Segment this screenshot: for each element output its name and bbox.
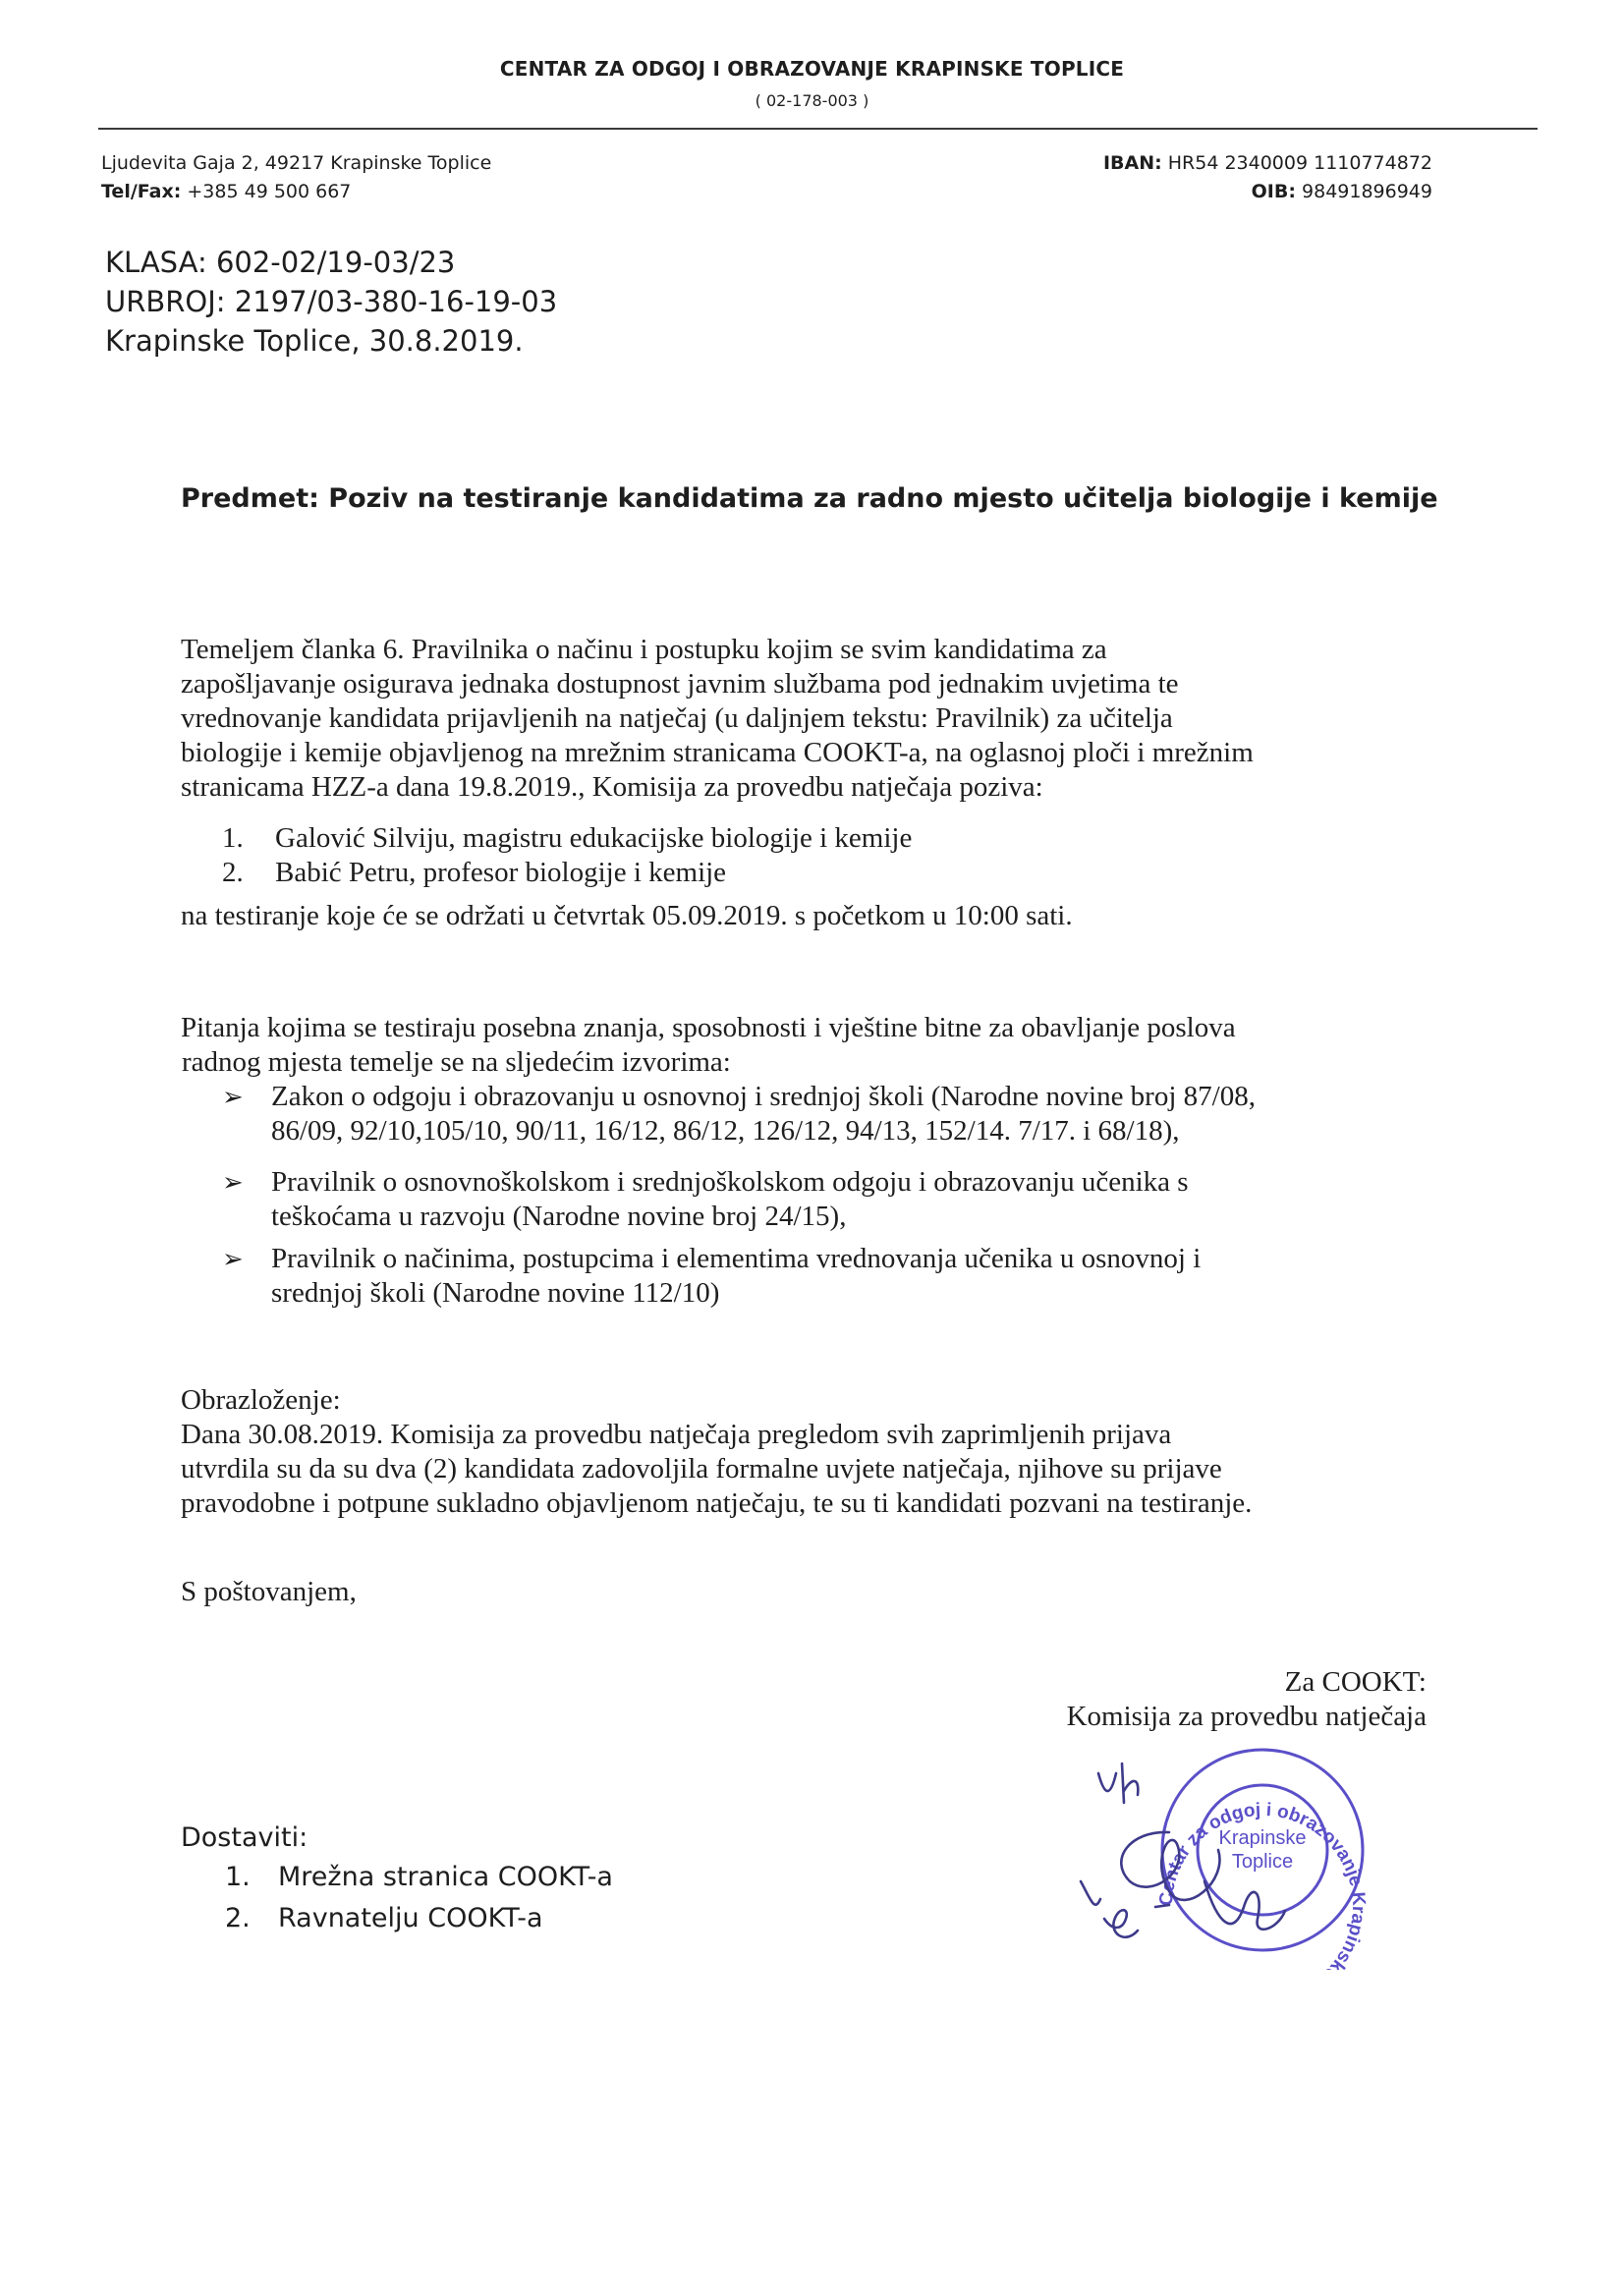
subject-line: Predmet: Poziv na testiranje kandidatima za radno mjesto učitelja biologije i kemije (181, 483, 1438, 514)
rationale-line: Dana 30.08.2019. Komisija za provedbu natječaja pregledom svih zaprimljenih prijava (181, 1419, 1172, 1450)
iban (1103, 152, 1432, 174)
law-list-item (222, 1242, 1202, 1311)
arrow-bullet-icon: ➢ (222, 1083, 244, 1111)
intro-line: zapošljavanje osigurava jednaka dostupnost javnim službama pod jednakim uvjetima te (181, 668, 1179, 700)
address: Ljudevita Gaja 2, 49217 Krapinske Toplice (101, 152, 492, 174)
law-list-item (222, 1165, 1189, 1234)
delivery-item (225, 1903, 543, 1933)
place-date: Krapinske Toplice, 30.8.2019. (105, 324, 524, 358)
rationale-paragraph (181, 1418, 1252, 1521)
law-line: teškoćama u razvoju (Narodne novine broj 24/15), (271, 1201, 847, 1232)
organization-code: ( 02-178-003 ) (755, 91, 869, 110)
sources-intro-line: radnog mjesta temelje se na sljedećim izvorima: (182, 1046, 731, 1078)
candidate-number: 2. (222, 857, 244, 888)
phone-label: Tel/Fax: (101, 181, 182, 202)
intro-line: Temeljem članka 6. Pravilnika o načinu i postupku kojim se svim kandidatima za (181, 634, 1107, 665)
greeting: S poštovanjem, (181, 1576, 357, 1607)
organization-name: CENTAR ZA ODGOJ I OBRAZOVANJE KRAPINSKE TOPLICE (499, 57, 1125, 81)
stamp-ring-text: Centar za odgoj i obrazovanje Krapinsk (1155, 1799, 1370, 1970)
candidate-item (222, 857, 726, 889)
delivery-number: 2. (225, 1903, 251, 1933)
official-stamp-seal (1061, 1734, 1415, 1970)
oib-label: OIB: (1251, 181, 1296, 202)
klasa-number: KLASA: 602-02/19-03/23 (105, 246, 456, 279)
stamp-and-signature (1061, 1734, 1415, 1970)
law-line: Pravilnik o osnovnoškolskom i srednjoškolskom odgoju i obrazovanju učenika s (271, 1166, 1189, 1198)
header-divider (98, 128, 1538, 130)
sources-intro (181, 1011, 1236, 1080)
law-line: 86/09, 92/10,105/10, 90/11, 16/12, 86/12, 126/12, 94/13, 152/14. 7/17. i 68/18), (271, 1115, 1180, 1147)
law-line: Pravilnik o načinima, postupcima i elementima vrednovanja učenika u osnovnoj i (271, 1243, 1202, 1274)
oib (1252, 181, 1432, 202)
delivery-text: Mrežna stranica COOKT-a (278, 1862, 613, 1892)
intro-line: vrednovanje kandidata prijavljenih na natječaj (u daljnjem tekstu: Pravilnik) za učitelja (181, 702, 1173, 734)
arrow-bullet-icon: ➢ (222, 1245, 244, 1273)
rationale-line: utvrdila su da su dva (2) kandidata zadovoljila formalne uvjete natječaja, njihove su prijave (181, 1453, 1222, 1484)
urbroj-number: URBROJ: 2197/03-380-16-19-03 (105, 285, 558, 318)
law-line: Zakon o odgoju i obrazovanju u osnovnoj i srednjoj školi (Narodne novine broj 87/08, (271, 1081, 1256, 1112)
signature-for: Za COOKT: (1284, 1666, 1427, 1698)
sources-intro-line: Pitanja kojima se testiraju posebna znanja, sposobnosti i vještine bitne za obavljanje poslova (181, 1012, 1236, 1043)
delivery-heading: Dostaviti: (181, 1822, 308, 1853)
candidate-text: Galović Silviju, magistru edukacijske biologije i kemije (275, 822, 913, 854)
phone-value: +385 49 500 667 (187, 181, 352, 202)
rationale-line: pravodobne i potpune sukladno objavljenom natječaju, te su ti kandidati pozvani na testiranje. (181, 1487, 1253, 1519)
candidate-text: Babić Petru, profesor biologije i kemije (275, 857, 727, 888)
law-list-item (222, 1080, 1256, 1148)
testing-announcement: na testiranje koje će se održati u četvrtak 05.09.2019. s početkom u 10:00 sati. (181, 900, 1073, 931)
phone-fax (101, 181, 351, 202)
candidate-number: 1. (222, 822, 244, 854)
delivery-item (225, 1862, 613, 1892)
oib-value: 98491896949 (1302, 181, 1432, 202)
arrow-bullet-icon: ➢ (222, 1168, 244, 1197)
stamp-center-line: Toplice (1231, 1851, 1294, 1873)
signature-committee: Komisija za provedbu natječaja (1066, 1701, 1427, 1732)
stamp-center-line: Krapinske (1218, 1827, 1307, 1849)
intro-line: biologije i kemije objavljenog na mrežnim stranicama COOKT-a, na oglasnoj ploči i mrežnim (181, 737, 1254, 768)
iban-label: IBAN: (1102, 152, 1162, 174)
delivery-number: 1. (225, 1862, 251, 1892)
intro-paragraph (181, 633, 1254, 805)
law-line: srednjoj školi (Narodne novine 112/10) (271, 1277, 720, 1309)
iban-value: HR54 2340009 1110774872 (1167, 152, 1432, 174)
intro-line: stranicama HZZ-a dana 19.8.2019., Komisija za provedbu natječaja poziva: (181, 771, 1043, 803)
candidate-item (222, 822, 912, 855)
rationale-heading: Obrazloženje: (181, 1384, 341, 1416)
delivery-text: Ravnatelju COOKT-a (278, 1903, 543, 1933)
